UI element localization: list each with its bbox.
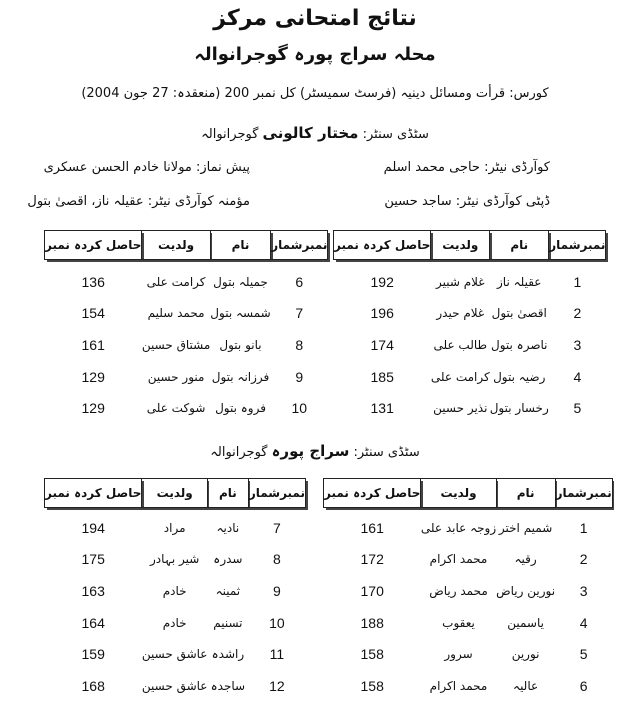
name-cell: رخسار بتول — [489, 401, 549, 416]
table-row — [45, 329, 328, 361]
table-row — [334, 392, 606, 424]
serial-cell: 8 — [295, 336, 304, 353]
parentage-cell: مراد — [163, 520, 186, 535]
parentage-cell: خادم — [162, 615, 187, 630]
header-marks: حاصل کردہ نمبر — [334, 231, 431, 260]
name-cell: تسنیم — [213, 615, 243, 630]
name-cell: جمیلہ بتول — [213, 274, 268, 289]
study-center-label: سٹڈی سنٹر: — [353, 445, 420, 460]
table-row — [45, 575, 306, 607]
serial-cell: 10 — [269, 614, 285, 631]
marks-cell: 136 — [81, 273, 105, 290]
header-marks: حاصل کردہ نمبر — [45, 479, 142, 508]
serial-cell: 4 — [579, 614, 588, 631]
header-parentage: ولدیت — [431, 231, 490, 260]
parentage-cell: عاشق حسین — [141, 678, 208, 693]
marks-cell: 175 — [81, 551, 105, 568]
marks-cell: 172 — [360, 551, 384, 568]
study-center-heading — [0, 124, 630, 142]
header-name: نام — [210, 231, 270, 260]
parentage-cell: محمد اکرام — [429, 552, 488, 567]
header-serial: نمبرشمار — [248, 479, 305, 508]
name-cell: فروہ بتول — [215, 401, 266, 416]
course-line: کورس: قرأت ومسائل دینیہ (فرسٹ سمیسٹر) کل نمبر 200 (منعقدہ: 27 جون 2004) — [81, 86, 549, 101]
marks-cell: 192 — [370, 273, 394, 290]
parentage-cell: یعقوب — [442, 615, 475, 630]
parentage-cell: غلام شبیر — [435, 274, 485, 289]
header-name: نام — [490, 231, 549, 260]
table-row — [45, 298, 328, 330]
header-parentage: ولدیت — [142, 231, 210, 260]
marks-cell: 158 — [360, 677, 384, 694]
serial-cell: 6 — [579, 677, 588, 694]
name-cell: راشدہ — [211, 647, 245, 662]
header-parentage: ولدیت — [421, 479, 496, 508]
parentage-cell: محمد اکرام — [429, 678, 488, 693]
marks-cell: 161 — [81, 336, 105, 353]
name-cell: ساجدہ — [210, 678, 246, 693]
serial-cell: 2 — [573, 305, 582, 322]
header-name: نام — [496, 479, 555, 508]
study-center-name: مختار کالونی — [262, 124, 359, 142]
parentage-cell: خادم — [162, 583, 187, 598]
parentage-cell: شیر بہادر — [150, 552, 200, 567]
parentage-cell: نذیر حسین — [433, 401, 488, 416]
serial-cell: 1 — [579, 519, 588, 536]
table-row — [324, 638, 613, 670]
name-cell: شمیم اختر — [498, 520, 553, 535]
marks-cell: 194 — [81, 519, 105, 536]
marks-cell: 185 — [370, 368, 394, 385]
name-cell: اقصیٰ بتول — [491, 306, 547, 321]
parentage-cell: زوجہ عابد علی — [420, 520, 497, 535]
serial-cell: 6 — [295, 273, 304, 290]
parentage-cell: شوکت علی — [146, 401, 206, 416]
serial-cell: 3 — [579, 582, 588, 599]
table-row — [324, 607, 613, 639]
header-marks: حاصل کردہ نمبر — [324, 479, 421, 508]
marks-cell: 129 — [81, 368, 105, 385]
marks-cell: 163 — [81, 582, 105, 599]
serial-cell: 7 — [295, 305, 304, 322]
parentage-cell: سرور — [444, 647, 473, 662]
name-cell: نورین ریاض — [496, 583, 556, 598]
page-subtitle: محلہ سراج پورہ گوجرانوالہ — [194, 44, 436, 65]
results-table-left — [44, 478, 306, 702]
header-serial: نمبرشمار — [549, 231, 606, 260]
marks-cell: 196 — [370, 305, 394, 322]
marks-cell: 164 — [81, 614, 105, 631]
header-parentage: ولدیت — [142, 479, 208, 508]
results-table-right — [323, 478, 613, 702]
parentage-cell: غلام حیدر — [436, 306, 485, 321]
page-title: نتائج امتحانی مرکز — [213, 6, 417, 31]
serial-cell: 7 — [273, 519, 281, 536]
parentage-cell: کرامت علی — [146, 274, 206, 289]
marks-cell: 174 — [370, 336, 394, 353]
header-serial: نمبرشمار — [555, 479, 612, 508]
table-row — [45, 607, 306, 639]
parentage-cell: مشتاق حسین — [141, 337, 211, 352]
serial-cell: 9 — [295, 368, 304, 385]
name-cell: بانو بتول — [219, 337, 262, 352]
parentage-cell: محمد سلیم — [147, 306, 205, 321]
header-name: نام — [207, 479, 248, 508]
table-row — [334, 298, 606, 330]
serial-cell: 3 — [573, 336, 582, 353]
parentage-cell: طالب علی — [433, 337, 488, 352]
table-row — [334, 361, 606, 393]
table-row — [45, 544, 306, 576]
marks-cell: 170 — [360, 582, 384, 599]
table-row — [45, 638, 306, 670]
serial-cell: 8 — [273, 551, 281, 568]
table-row — [45, 361, 328, 393]
table-row — [324, 512, 613, 544]
header-serial: نمبرشمار — [271, 231, 328, 260]
serial-cell: 5 — [579, 646, 588, 663]
parentage-cell: محمد ریاض — [429, 583, 488, 598]
table-row — [334, 329, 606, 361]
table-row — [45, 670, 306, 702]
table-row — [334, 266, 606, 298]
serial-cell: 10 — [291, 400, 308, 417]
table-row — [324, 670, 613, 702]
study-center-city: گوجرانوالہ — [210, 445, 268, 460]
table-row — [324, 575, 613, 607]
serial-cell: 9 — [273, 582, 281, 599]
name-cell: رقیہ — [514, 552, 537, 567]
marks-cell: 158 — [360, 646, 384, 663]
name-cell: عقیلہ ناز — [497, 274, 542, 289]
marks-cell: 129 — [81, 400, 105, 417]
results-table-left — [44, 230, 328, 424]
name-cell: نادیہ — [216, 520, 240, 535]
table-row — [45, 392, 328, 424]
table-row — [324, 544, 613, 576]
name-cell: یاسمین — [507, 615, 544, 630]
marks-cell: 168 — [81, 677, 105, 694]
name-cell: نورین — [511, 647, 540, 662]
parentage-cell: کرامت علی — [430, 369, 490, 384]
serial-cell: 11 — [269, 646, 285, 663]
name-cell: رضیہ بتول — [493, 369, 546, 384]
header-marks: حاصل کردہ نمبر — [45, 231, 142, 260]
results-table-right — [333, 230, 606, 424]
study-center-city: گوجرانوالہ — [201, 127, 259, 142]
name-cell: ثمینہ — [215, 583, 241, 598]
serial-cell: 1 — [573, 273, 582, 290]
deputy-coordinator: ڈپٹی کوآرڈی نیٹر: ساجد حسین — [384, 194, 550, 209]
study-center-heading — [0, 442, 630, 460]
serial-cell: 4 — [573, 368, 582, 385]
table-row — [45, 266, 328, 298]
serial-cell: 5 — [573, 400, 582, 417]
study-center-name: سراج پورہ — [271, 442, 350, 460]
female-coordinator: مؤمنہ کوآرڈی نیٹر: عقیلہ ناز، اقصیٰ بتول — [27, 194, 250, 209]
coordinator: کوآرڈی نیٹر: حاجی محمد اسلم — [383, 160, 550, 175]
marks-cell: 154 — [81, 305, 105, 322]
name-cell: شمسہ بتول — [210, 306, 271, 321]
imam: پیش نماز: مولانا خادم الحسن عسکری — [43, 160, 250, 175]
table-row — [45, 512, 306, 544]
name-cell: ناصرہ بتول — [490, 337, 548, 352]
study-center-label: سٹڈی سنٹر: — [362, 127, 429, 142]
name-cell: فرزانہ بتول — [211, 369, 270, 384]
serial-cell: 2 — [579, 551, 588, 568]
name-cell: عالیہ — [513, 678, 539, 693]
marks-cell: 131 — [370, 400, 394, 417]
parentage-cell: منور حسین — [147, 369, 205, 384]
marks-cell: 161 — [360, 519, 384, 536]
name-cell: سدرہ — [213, 552, 243, 567]
parentage-cell: عاشق حسین — [141, 647, 208, 662]
marks-cell: 159 — [81, 646, 105, 663]
serial-cell: 12 — [269, 677, 285, 694]
marks-cell: 188 — [360, 614, 384, 631]
